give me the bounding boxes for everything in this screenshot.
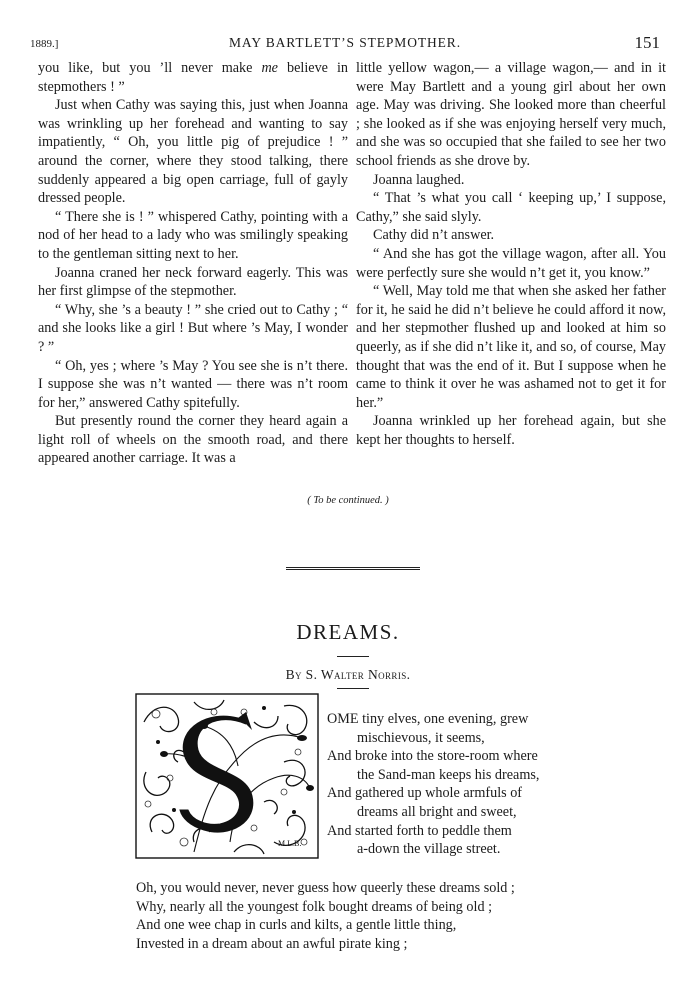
story-column-left xyxy=(38,59,348,468)
story-paragraph xyxy=(356,171,666,190)
paragraph-text: you like, but you ’ll never make xyxy=(38,60,262,76)
poem-line: And gathered up whole armfuls of xyxy=(327,785,523,802)
poem-stanza-first xyxy=(327,710,587,859)
paragraph-text: “ Oh, yes ; where ’s May ? You see she is n’t there. I suppose she was n’t wanted — there was n’t room for her,” answered Cathy spitefully. xyxy=(38,357,348,411)
paragraph-text: Joanna wrinkled up her forehead again, but she kept her thoughts to herself. xyxy=(356,413,666,448)
paragraph-text: Joanna craned her neck forward eagerly. This was her first glimpse of the stepmother. xyxy=(38,264,348,300)
byline-prefix: By xyxy=(285,667,302,682)
story-paragraph xyxy=(38,96,348,208)
story-paragraph xyxy=(356,59,666,171)
paragraph-text: “ That ’s what you call ‘ keeping up,’ I suppose, Cathy,” she said slyly. xyxy=(356,190,666,225)
poem-line: Why, nearly all the youngest folk bought dreams of being old ; xyxy=(136,898,493,915)
to-be-continued-note: ( To be continued. ) xyxy=(307,495,389,506)
story-paragraph xyxy=(38,301,348,357)
story-paragraph xyxy=(356,412,666,449)
poem-line: Invested in a dream about an awful pirate king ; xyxy=(136,935,408,952)
poem-line: Oh, you would never, never guess how queerly these dreams sold ; xyxy=(136,880,515,896)
story-paragraph xyxy=(38,264,348,301)
poem-line: a-down the village street. xyxy=(357,841,501,858)
poem-title: DREAMS. xyxy=(296,620,400,644)
story-paragraph xyxy=(38,59,348,96)
byline-author: S. Walter Norris. xyxy=(305,667,411,682)
byline-rule xyxy=(337,688,369,689)
story-paragraph xyxy=(38,208,348,264)
poem-byline xyxy=(0,667,696,683)
header-title: MAY BARTLETT’S STEPMOTHER. xyxy=(229,35,461,50)
story-paragraph xyxy=(356,226,666,245)
paragraph-text: But presently round the corner they heard again a light roll of wheels on the smooth road, and there appeared another carriage. It was a xyxy=(38,413,348,467)
poem-line: And started forth to peddle them xyxy=(327,822,512,839)
story-column-right xyxy=(356,59,666,449)
title-rule xyxy=(337,656,369,657)
story-paragraph xyxy=(38,412,348,468)
poem-line: And broke into the store-room where xyxy=(327,748,538,765)
poem-line: mischievous, it seems, xyxy=(357,729,485,746)
paragraph-text: little yellow wagon,— a village wagon,— and in it were May Bartlett and a young girl about her own age. May was driving. She looked more than cheerful ; she looked as if she was enjoying herself very much, and she was so occupied that she failed to see her two school friends as she drove by. xyxy=(356,60,666,169)
emphasized-text: me xyxy=(261,60,278,76)
story-paragraph xyxy=(356,245,666,282)
paragraph-text: “ Well, May told me that when she asked her father for it, he said he did n’t believe he could afford it now, and her stepmother flushed up and looked at him so queerly, as if she did n’t like it, and so, of course, May thought that was the end of it. But I suppose when he came to think it over he was ashamed not to get it for her.” xyxy=(356,283,666,411)
section-divider-rule xyxy=(286,567,420,570)
poem-line: the Sand-man keeps his dreams, xyxy=(357,766,540,783)
poem-line: OME tiny elves, one evening, grew xyxy=(327,711,529,727)
story-paragraph xyxy=(38,357,348,413)
poem-line: dreams all bright and sweet, xyxy=(357,803,517,820)
initial-signature: M.L.B. xyxy=(278,839,302,848)
paragraph-text: believe in stepmothers ! ” xyxy=(38,60,349,95)
paragraph-text: Just when Cathy was saying this, just when Joanna was wrinkling up her forehead and wanting to say impatiently, “ Oh, you little pig of prejudice ! ” around the corner, where they stood talking, there suddenly appeared a big open carriage, full of gayly dressed people. xyxy=(38,97,348,207)
running-header xyxy=(30,34,660,54)
paragraph-text: “ And she has got the village wagon, after all. You were perfectly sure she would n’t get it, you know.” xyxy=(356,245,666,281)
paragraph-text: “ Why, she ’s a beauty ! ” she cried out to Cathy ; “ and she looks like a girl ! But where ’s May, I wonder ? ” xyxy=(38,301,348,355)
header-year: 1889.] xyxy=(30,38,59,50)
paragraph-text: Joanna laughed. xyxy=(373,171,465,188)
poem-line: And one wee chap in curls and kilts, a gentle little thing, xyxy=(136,917,457,934)
story-paragraph xyxy=(356,282,666,412)
decorated-initial-s-illustration xyxy=(134,692,320,860)
poem-stanza-second xyxy=(136,879,596,953)
ornamental-vine-drawing xyxy=(134,692,320,860)
story-paragraph xyxy=(356,189,666,226)
page-number: 151 xyxy=(634,33,660,52)
paragraph-text: Cathy did n’t answer. xyxy=(373,227,495,244)
paragraph-text: “ There she is ! ” whispered Cathy, pointing with a nod of her head to a lady who was smilingly speaking to the gentleman sitting next to her. xyxy=(38,208,348,262)
